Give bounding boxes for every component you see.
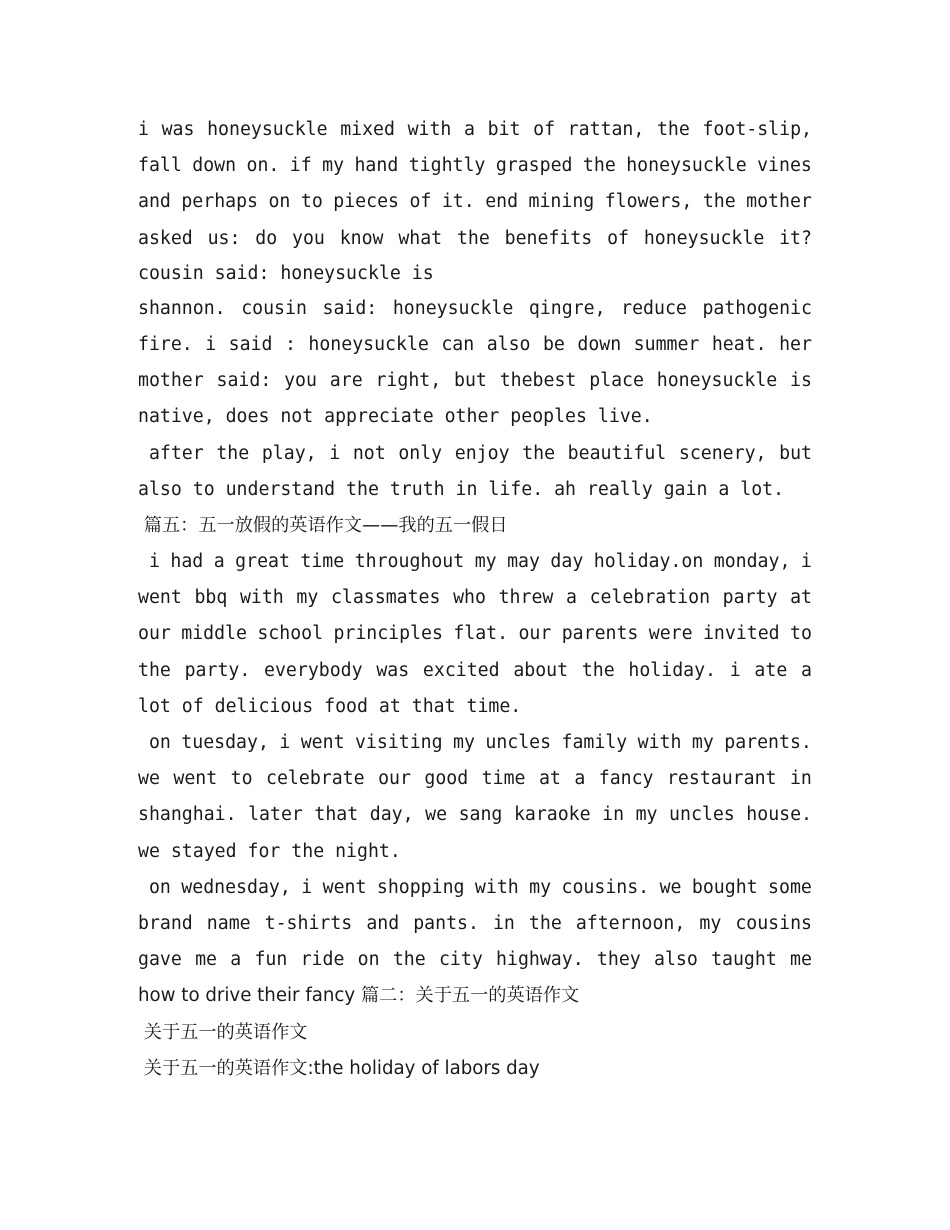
text-line: we stayed for the night. (138, 840, 401, 862)
text-line: gave me a fun ride on the city highway. they also taught me (138, 949, 812, 971)
text-line: brand name t-shirts and pants. in the afternoon, my cousins (138, 912, 812, 934)
text-line: 篇五：五一放假的英语作文——我的五一假日 (138, 514, 508, 536)
text-line: and perhaps on to pieces of it. end mining flowers, the mother (138, 191, 812, 213)
text-line: cousin said: honeysuckle is (138, 262, 434, 284)
text-line: went bbq with my classmates who threw a celebration party at (138, 587, 812, 609)
text-line: fire. i said : honeysuckle can also be down summer heat. her (138, 333, 812, 355)
text-line: after the play, i not only enjoy the beautiful scenery, but (138, 442, 812, 464)
text-line: i had a great time throughout my may day holiday.on monday, i (138, 551, 812, 573)
text-line: how to drive their fancy 篇二：关于五一的英语作文 (138, 985, 580, 1007)
text-line: on wednesday, i went shopping with my cousins. we bought some (138, 876, 812, 898)
text-line: we went to celebrate our good time at a fancy restaurant in (138, 768, 812, 790)
text-line: i was honeysuckle mixed with a bit of rattan, the foot-slip, (138, 119, 812, 140)
text-line: asked us: do you know what the benefits of honeysuckle it? (138, 227, 812, 249)
text-line: lot of delicious food at that time. (138, 695, 522, 717)
essay-text (138, 112, 812, 1087)
text-line: the party. everybody was excited about the holiday. i ate a (138, 659, 812, 681)
text-line: also to understand the truth in life. ah really gain a lot. (138, 478, 785, 500)
text-line: fall down on. if my hand tightly grasped the honeysuckle vines (138, 155, 812, 177)
text-line: 关于五一的英语作文 (138, 1021, 308, 1043)
text-line: shanghai. later that day, we sang karaoke in my uncles house. (138, 804, 812, 826)
text-line: our middle school principles flat. our parents were invited to (138, 623, 812, 645)
text-line: 关于五一的英语作文:the holiday of labors day (138, 1057, 540, 1079)
text-line: native, does not appreciate other peoples live. (138, 406, 653, 428)
text-line: shannon. cousin said: honeysuckle qingre, reduce pathogenic (138, 297, 812, 319)
text-line: mother said: you are right, but thebest place honeysuckle is (138, 370, 812, 392)
text-line: on tuesday, i went visiting my uncles family with my parents. (138, 732, 812, 753)
